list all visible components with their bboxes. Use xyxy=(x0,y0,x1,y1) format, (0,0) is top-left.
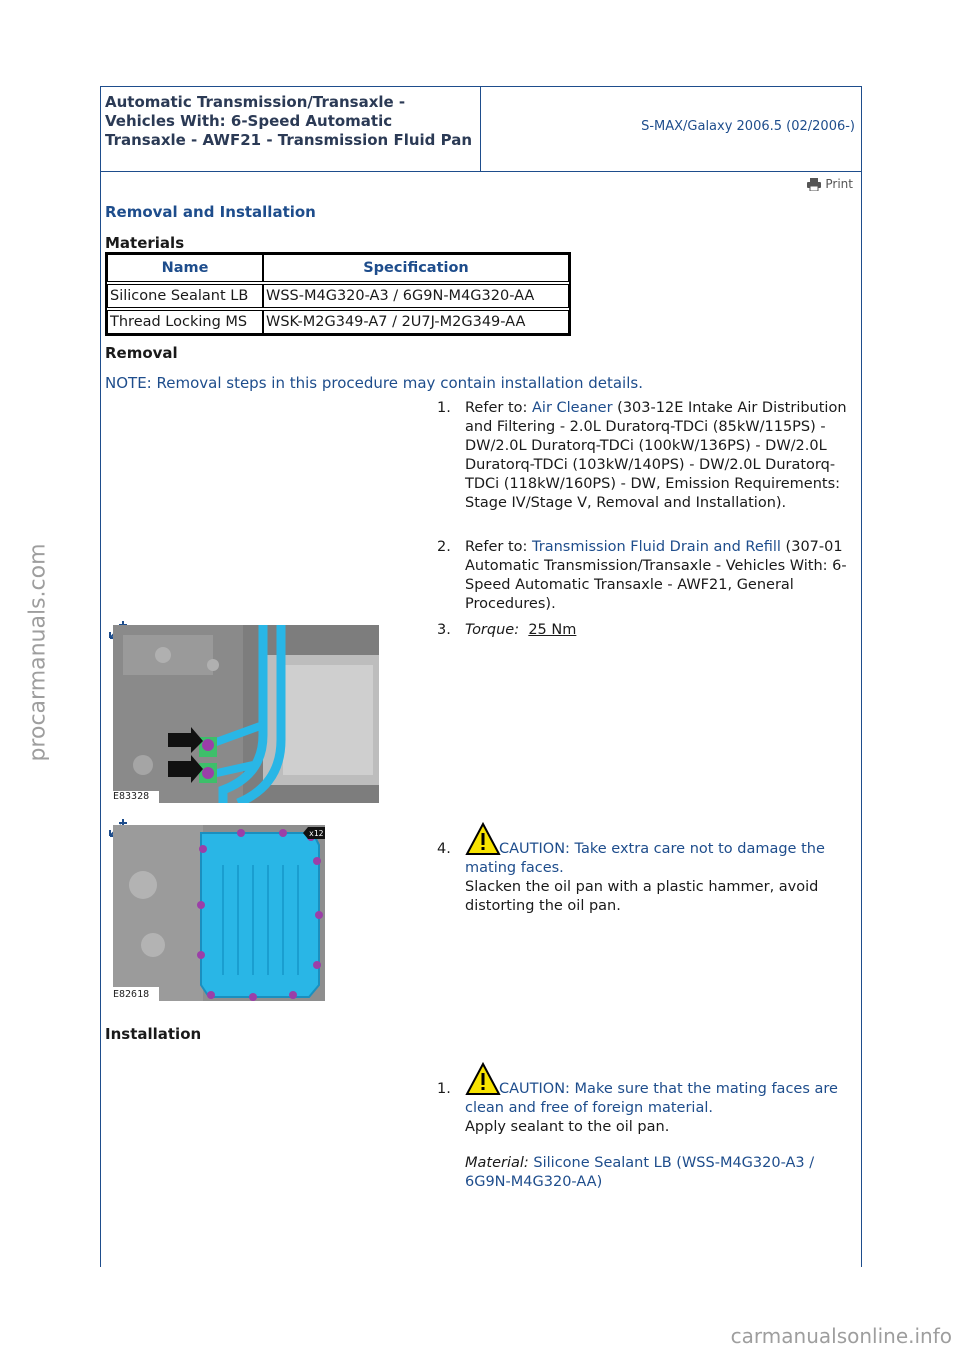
material-spec: WSK-M2G349-A7 / 2U7J-M2G349-AA xyxy=(263,310,569,334)
step-number: 1. xyxy=(437,1081,451,1097)
caution-text: CAUTION: Make sure that the mating faces are clean and free of foreign material. xyxy=(465,1062,850,1118)
document-title: Automatic Transmission/Transaxle - Vehicles With: 6-Speed Automatic Transaxle - AWF21 - Transmission Fluid Pan xyxy=(105,93,473,149)
refer-detail: (303-12E Intake Air Distribution and Filtering - 2.0L Duratorq-TDCi (85kW/115PS) - DW/2.0L Duratorq-TDCi (100kW/136PS) - DW/2.0L Duratorq-TDCi (103kW/140PS) - DW/2.0L Duratorq-TDCi (118kW/160PS) - DW, Emission Requirements: Stage IV/Stage V, Removal and Installation). xyxy=(465,400,847,511)
materials-heading: Materials xyxy=(105,234,185,252)
section-title: Removal and Installation xyxy=(105,203,316,221)
material-value[interactable]: Silicone Sealant LB (WSS-M4G320-A3 / 6G9N-M4G320-AA) xyxy=(465,1155,815,1190)
torque-value[interactable]: 25 Nm xyxy=(528,622,577,638)
print-label: Print xyxy=(825,177,853,191)
removal-heading: Removal xyxy=(105,344,178,362)
step-text xyxy=(465,822,850,916)
step-text xyxy=(465,1062,850,1192)
column-header-specification: Specification xyxy=(263,254,569,282)
table-header-row xyxy=(107,254,569,282)
step-number: 3. xyxy=(437,622,451,638)
installation-heading: Installation xyxy=(105,1025,202,1043)
table-row xyxy=(107,310,569,334)
refer-detail: (307-01 Automatic Transmission/Transaxle - Vehicles With: 6-Speed Automatic Transaxle - AWF21, General Procedures). xyxy=(465,539,847,612)
table-row xyxy=(107,284,569,308)
figure-id: E82618 xyxy=(113,989,150,1000)
document-header xyxy=(101,87,861,172)
step-number: 4. xyxy=(437,841,451,857)
material-spec: WSS-M4G320-A3 / 6G9N-M4G320-AA xyxy=(263,284,569,308)
print-button[interactable] xyxy=(807,177,853,191)
step-number: 1. xyxy=(437,400,451,416)
step-text xyxy=(465,399,850,513)
step-text xyxy=(465,538,850,614)
step-instruction: Slacken the oil pan with a plastic hammer, avoid distorting the oil pan. xyxy=(465,879,819,914)
footer-watermark: carmanualsonline.info xyxy=(730,1324,952,1348)
air-cleaner-link[interactable]: Air Cleaner xyxy=(532,400,613,416)
step-instruction: Apply sealant to the oil pan. xyxy=(465,1119,670,1135)
transmission-cooler-lines-figure xyxy=(113,625,379,803)
torque-label: Torque: xyxy=(465,622,520,638)
figure-id: E83328 xyxy=(113,791,150,802)
fluid-drain-refill-link[interactable]: Transmission Fluid Drain and Refill xyxy=(532,539,781,555)
materials-table xyxy=(105,252,571,336)
warning-triangle-icon xyxy=(465,1062,501,1096)
figure-callout: x12 xyxy=(309,829,324,838)
refer-prefix: Refer to: xyxy=(465,400,532,416)
material-line xyxy=(465,1154,850,1192)
step-number: 2. xyxy=(437,539,451,555)
refer-prefix: Refer to: xyxy=(465,539,532,555)
warning-triangle-icon xyxy=(465,822,501,856)
side-watermark: procarmanuals.com xyxy=(25,543,51,762)
material-label: Material: xyxy=(465,1155,529,1171)
column-header-name: Name xyxy=(107,254,263,282)
printer-icon xyxy=(807,178,821,191)
page-frame xyxy=(100,86,862,1267)
caution-text: CAUTION: Take extra care not to damage the mating faces. xyxy=(465,822,850,878)
oil-pan-figure xyxy=(113,825,325,1001)
material-name: Silicone Sealant LB xyxy=(107,284,263,308)
header-divider xyxy=(480,87,481,171)
vehicle-model: S-MAX/Galaxy 2006.5 (02/2006-) xyxy=(641,119,855,134)
material-name: Thread Locking MS xyxy=(107,310,263,334)
step-text xyxy=(465,621,850,640)
removal-note: NOTE: Removal steps in this procedure may contain installation details. xyxy=(105,374,643,392)
